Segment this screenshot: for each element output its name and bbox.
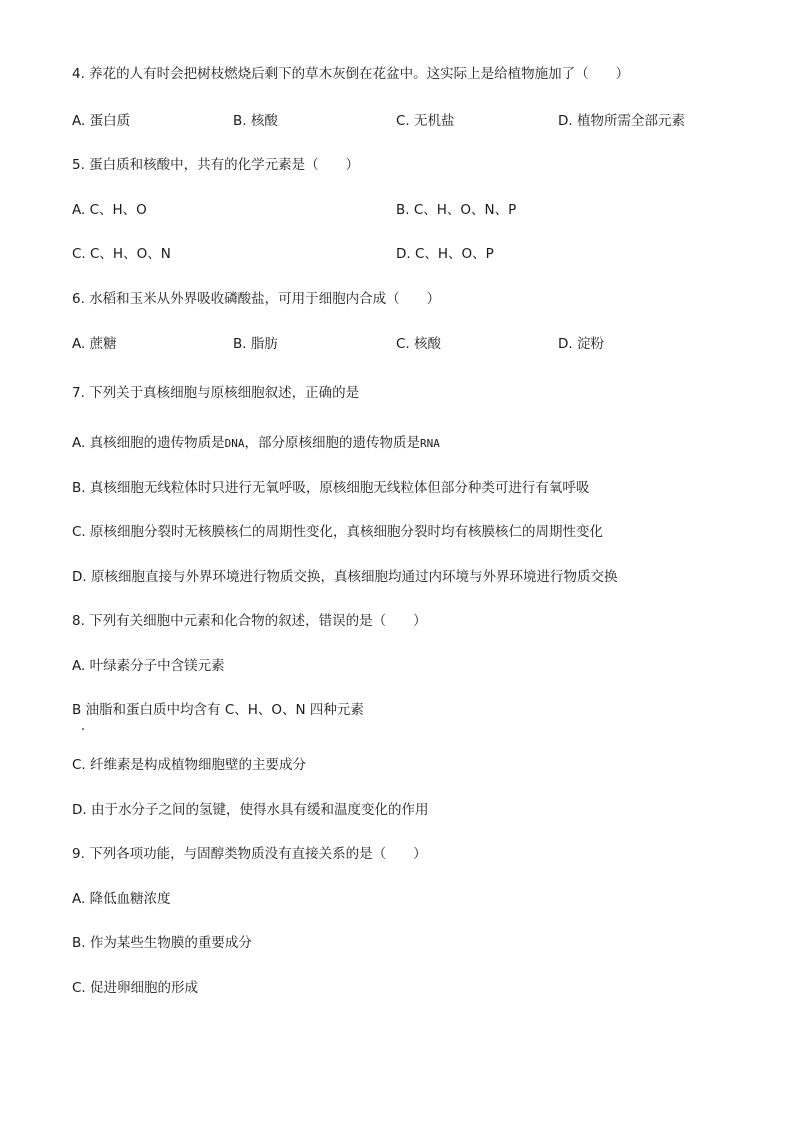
question-5-option-b: B. C、H、O、N、P	[396, 202, 517, 218]
question-4-option-c: C. 无机盐	[396, 113, 455, 129]
question-7-stem: 7. 下列关于真核细胞与原核细胞叙述，正确的是	[72, 385, 360, 401]
question-7-option-a	[72, 433, 440, 453]
question-5-option-d: D. C、H、O、P	[396, 246, 494, 262]
question-8-stem: 8. 下列有关细胞中元素和化合物的叙述，错误的是（ ）	[72, 613, 427, 629]
question-7-option-c: C. 原核细胞分裂时无核膜核仁的周期性变化，真核细胞分裂时均有核膜核仁的周期性变化	[72, 524, 604, 540]
question-4-option-a: A. 蛋白质	[72, 113, 131, 129]
stray-dot-mark	[82, 728, 84, 730]
question-4-option-b: B. 核酸	[233, 113, 278, 129]
question-6-option-a: A. 蔗糖	[72, 336, 117, 352]
question-8-option-d: D. 由于水分子之间的氢键，使得水具有缓和温度变化的作用	[72, 802, 429, 818]
question-9-option-b: B. 作为某些生物膜的重要成分	[72, 935, 252, 951]
question-5-option-c: C. C、H、O、N	[72, 246, 171, 262]
question-5-option-a: A. C、H、O	[72, 202, 147, 218]
question-7-option-a-rna: RNA	[419, 437, 440, 450]
question-6-option-c: C. 核酸	[396, 336, 442, 352]
question-6-stem: 6. 水稻和玉米从外界吸收磷酸盐，可用于细胞内合成（ ）	[72, 291, 441, 307]
question-8-option-b: B 油脂和蛋白质中均含有 C、H、O、N 四种元素	[72, 702, 364, 718]
question-5-stem: 5. 蛋白质和核酸中，共有的化学元素是（ ）	[72, 157, 360, 173]
question-6-option-d: D. 淀粉	[558, 336, 604, 352]
question-8-option-c: C. 纤维素是构成植物细胞壁的主要成分	[72, 757, 307, 773]
question-7-option-d: D. 原核细胞直接与外界环境进行物质交换，真核细胞均通过内环境与外界环境进行物质交换	[72, 569, 618, 585]
question-9-option-a: A. 降低血糖浓度	[72, 891, 171, 907]
question-7-option-a-prefix: A. 真核细胞的遗传物质是	[72, 435, 225, 451]
question-9-stem: 9. 下列各项功能，与固醇类物质没有直接关系的是（ ）	[72, 846, 427, 862]
question-9-option-c: C. 促进卵细胞的形成	[72, 980, 199, 996]
question-7-option-a-dna: DNA	[224, 437, 245, 450]
question-8-option-a: A. 叶绿素分子中含镁元素	[72, 658, 225, 674]
question-7-option-b: B. 真核细胞无线粒体时只进行无氧呼吸，原核细胞无线粒体但部分种类可进行有氧呼吸	[72, 480, 590, 496]
question-6-option-b: B. 脂肪	[233, 336, 278, 352]
question-4-stem: 4. 养花的人有时会把树枝燃烧后剩下的草木灰倒在花盆中。这实际上是给植物施加了（ ）	[72, 66, 630, 82]
question-7-option-a-mid: ，部分原核细胞的遗传物质是	[244, 435, 420, 451]
question-4-option-d: D. 植物所需全部元素	[558, 113, 685, 129]
